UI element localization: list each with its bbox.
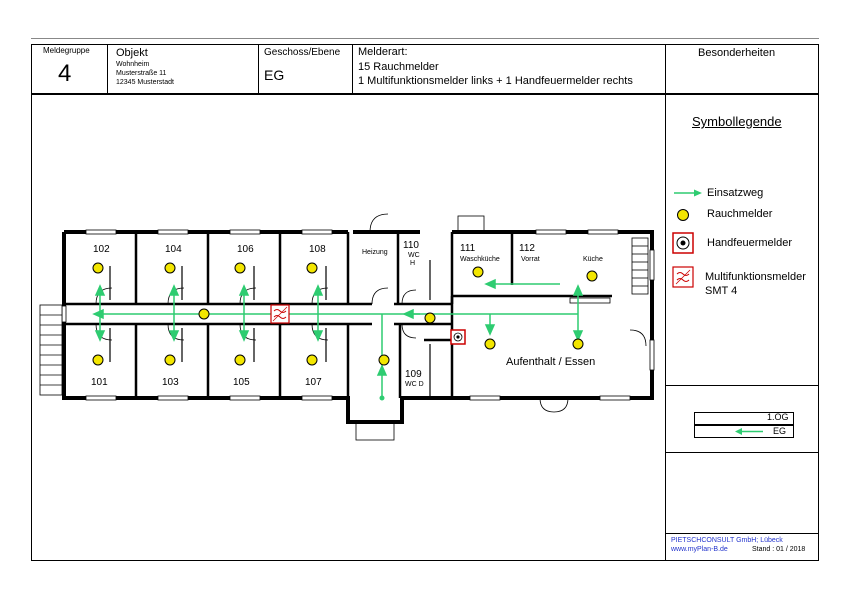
room-103-label: 103 xyxy=(162,377,179,388)
legend-manual-label: Handfeuermelder xyxy=(707,237,792,249)
room-111-label: 111 xyxy=(460,243,476,254)
outer-walls xyxy=(64,232,652,422)
footer-company: PIETSCHCONSULT GmbH; Lübeck xyxy=(671,537,783,544)
room-109-label: 109 xyxy=(405,369,422,380)
multisensor-icon xyxy=(271,305,289,323)
room-109-wc-label: WC D xyxy=(405,381,424,388)
room-aufenthalt-label: Aufenthalt / Essen xyxy=(506,356,596,368)
room-104-label: 104 xyxy=(165,244,182,255)
geschoss-label: Geschoss/Ebene xyxy=(264,47,341,58)
room-112-name: Vorrat xyxy=(521,256,540,263)
objekt-line: Wohnheim xyxy=(116,61,150,68)
objekt-line: Musterstraße 11 xyxy=(116,70,167,77)
room-102-label: 102 xyxy=(93,244,110,255)
legend-route-label: Einsatzweg xyxy=(707,187,764,199)
meldegruppe-label: Meldegruppe xyxy=(43,46,90,55)
legend-multisensor-label: Multifunktionsmelder xyxy=(705,271,806,283)
legend-multisensor-sub: SMT 4 xyxy=(705,285,738,297)
room-110-wc-label: WC xyxy=(408,252,420,259)
floor-upper-label: 1.OG xyxy=(767,412,789,422)
melderart-line: 15 Rauchmelder xyxy=(358,61,439,73)
room-heizung-label: Heizung xyxy=(362,249,388,256)
besonderheiten-label: Besonderheiten xyxy=(698,47,776,59)
room-107-label: 107 xyxy=(305,377,322,388)
room-111-name: Waschküche xyxy=(460,256,500,263)
legend-title: Symbollegende xyxy=(692,114,782,129)
room-110-label: 110 xyxy=(403,240,419,251)
meldegruppe-value: 4 xyxy=(58,60,72,87)
melderart-line: 1 Multifunktionsmelder links + 1 Handfeuermelder rechts xyxy=(358,75,633,87)
legend-smoke-label: Rauchmelder xyxy=(707,208,773,220)
manual-call-point-icon xyxy=(451,330,465,344)
geschoss-value: EG xyxy=(264,67,285,83)
footer-url: www.myPlan-B.de xyxy=(671,546,728,553)
objekt-label: Objekt xyxy=(116,47,148,59)
melderart-label: Melderart: xyxy=(358,46,408,58)
room-kueche-label: Küche xyxy=(583,256,603,263)
objekt-line: 12345 Musterstadt xyxy=(116,79,174,86)
room-110-h-label: H xyxy=(410,260,416,267)
footer-stand: Stand : 01 / 2018 xyxy=(752,546,806,553)
floor-current-label: EG xyxy=(773,426,787,436)
room-106-label: 106 xyxy=(237,244,254,255)
room-108-label: 108 xyxy=(309,244,326,255)
room-101-label: 101 xyxy=(91,377,108,388)
room-105-label: 105 xyxy=(233,377,250,388)
room-112-label: 112 xyxy=(519,243,535,254)
